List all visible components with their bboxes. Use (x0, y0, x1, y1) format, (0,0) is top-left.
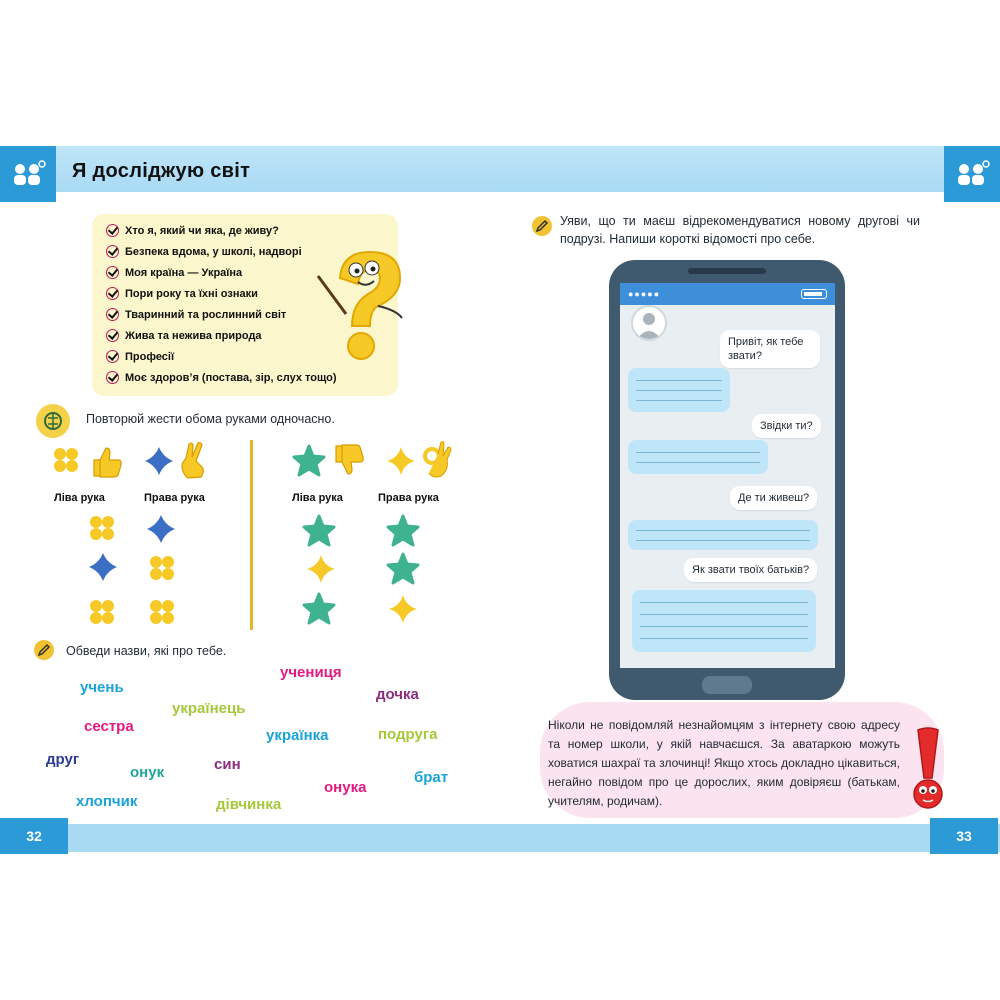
check-icon (106, 245, 119, 258)
word-option[interactable]: сестра (84, 718, 134, 735)
answer-field[interactable] (628, 520, 818, 550)
pencil-icon (34, 640, 54, 660)
topic-item: Моє здоров’я (постава, зір, слух тощо) (106, 371, 337, 384)
word-option[interactable]: українець (172, 700, 246, 717)
yellow-flower-icon (148, 554, 176, 582)
word-option[interactable]: дівчинка (216, 796, 282, 813)
column-divider (250, 440, 253, 630)
check-icon (106, 224, 119, 237)
page-number-left: 32 (0, 818, 68, 854)
green-star-icon (386, 552, 420, 586)
yellow-diamond-star-icon (388, 594, 418, 624)
header-tab-left (0, 146, 56, 202)
chat-question: Звідки ти? (752, 414, 821, 438)
word-option[interactable]: онука (324, 779, 367, 796)
check-icon (106, 308, 119, 321)
crossed-fingers-icon (178, 440, 214, 480)
word-option[interactable]: дочка (376, 686, 419, 703)
phone-home-button (702, 676, 752, 694)
topic-item: Хто я, який чи яка, де живу? (106, 224, 279, 237)
thumbs-up-icon (86, 442, 124, 480)
word-option[interactable]: хлопчик (76, 793, 138, 810)
topic-item: Професії (106, 350, 174, 363)
yellow-flower-icon (148, 598, 176, 626)
check-icon (106, 371, 119, 384)
avatar (631, 305, 667, 341)
question-mark-mascot-icon (312, 248, 408, 366)
yellow-flower-icon (88, 514, 116, 542)
topic-item: Безпека вдома, у школі, надворі (106, 245, 302, 258)
word-option[interactable]: онук (130, 764, 165, 781)
check-icon (106, 350, 119, 363)
signal-dots-icon: ●●●●● (628, 289, 661, 299)
check-icon (106, 266, 119, 279)
phone-status-bar (620, 283, 835, 305)
yellow-flower-icon (52, 446, 80, 474)
left-hand-label: Ліва рука (292, 492, 343, 504)
chat-question: Привіт, як тебе звати? (720, 330, 820, 368)
right-hand-label: Права рука (144, 492, 205, 504)
word-option[interactable]: українка (266, 727, 329, 744)
topic-item: Моя країна — Україна (106, 266, 242, 279)
yellow-flower-icon (88, 598, 116, 626)
right-hand-label: Права рука (378, 492, 439, 504)
answer-field[interactable] (628, 368, 730, 412)
footer-band (0, 824, 1000, 852)
words-instruction: Обведи назви, які про тебе. (66, 644, 227, 658)
green-star-icon (386, 514, 420, 548)
phone-instruction: Уяви, що ти маєш відрекомендуватися новому другові чи подрузі. Напиши короткі відомості про себе. (560, 214, 920, 246)
brain-icon (36, 404, 70, 438)
chat-question: Як звати твоїх батьків? (684, 558, 817, 582)
phone-speaker (688, 268, 766, 274)
word-option[interactable]: учень (80, 679, 124, 696)
yellow-diamond-star-icon (386, 446, 416, 476)
gestures-instruction: Повторюй жести обома руками одночасно. (86, 412, 335, 426)
green-star-icon (302, 592, 336, 626)
word-option[interactable]: син (214, 756, 241, 773)
blue-cross-icon (88, 552, 118, 582)
page-title: Я досліджую світ (72, 160, 251, 182)
header-tab-right (944, 146, 1000, 202)
page-number-right: 33 (930, 818, 998, 854)
word-option[interactable]: учениця (280, 664, 342, 681)
check-icon (106, 329, 119, 342)
thumbs-down-icon (328, 442, 366, 480)
check-icon (106, 287, 119, 300)
word-option[interactable]: друг (46, 751, 80, 768)
people-icon (952, 159, 992, 189)
word-option[interactable]: брат (414, 769, 449, 786)
answer-field[interactable] (632, 590, 816, 652)
green-star-icon (292, 444, 326, 478)
topic-item: Пори року та їхні ознаки (106, 287, 258, 300)
people-icon (8, 159, 48, 189)
yellow-diamond-star-icon (306, 554, 336, 584)
warning-text: Ніколи не повідомляй незнайомцям з інтернету свою адресу та номер школи, у якій навчаєшся. За аватаркою можуть ховатися шахраї та злочинці! Якщо хтось докладно цікавиться, негайно повідом про це дорослих, яким довіряєш (батькам, учителям, родичам). (548, 718, 900, 808)
blue-cross-icon (144, 446, 174, 476)
answer-field[interactable] (628, 440, 768, 474)
word-option[interactable]: подруга (378, 726, 438, 743)
green-star-icon (302, 514, 336, 548)
topic-item: Жива та нежива природа (106, 329, 262, 342)
blue-cross-icon (146, 514, 176, 544)
pencil-icon (532, 216, 552, 236)
ok-hand-icon (420, 440, 454, 480)
chat-question: Де ти живеш? (730, 486, 817, 510)
topic-item: Тваринний та рослинний світ (106, 308, 286, 321)
exclamation-mascot-icon (904, 726, 952, 814)
battery-icon (801, 289, 827, 299)
left-hand-label: Ліва рука (54, 492, 105, 504)
